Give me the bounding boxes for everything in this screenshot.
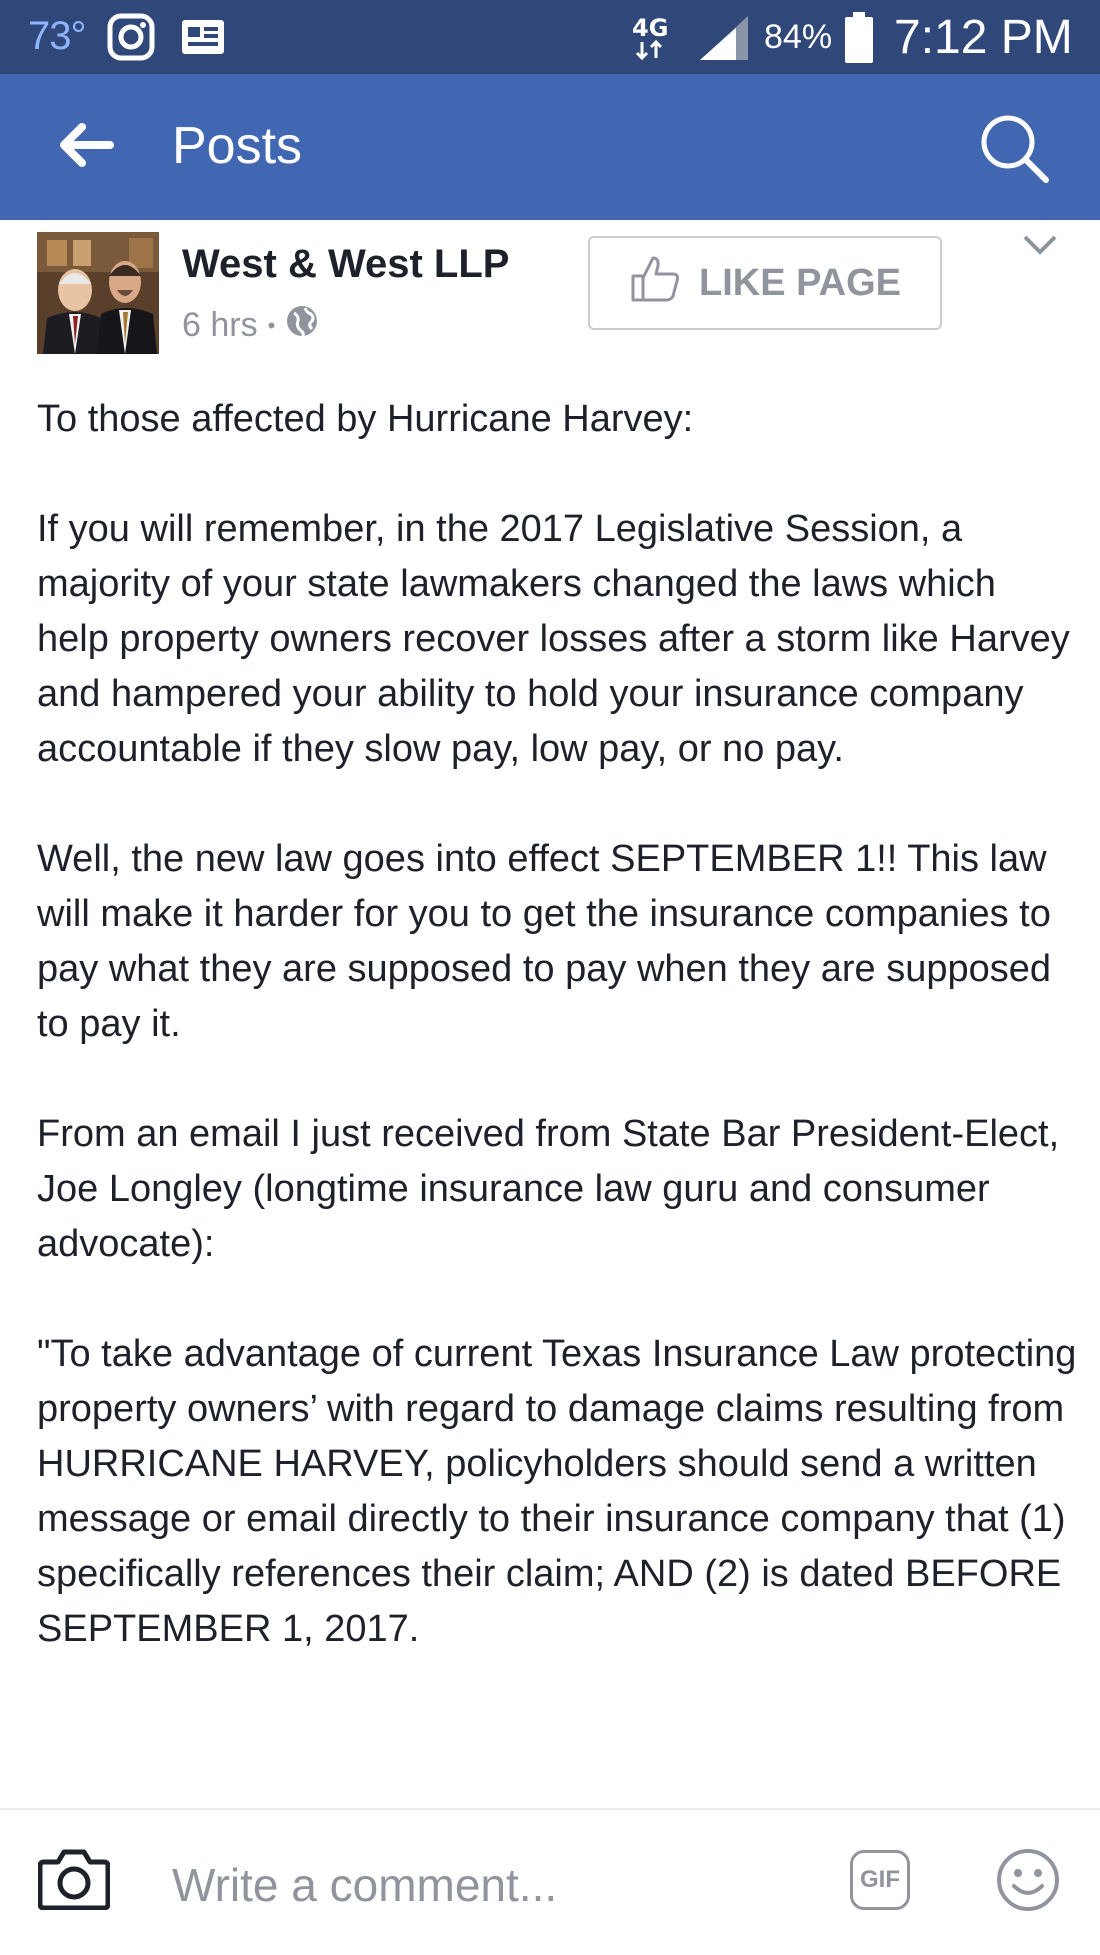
post-time[interactable]: 6 hrs [182,306,258,344]
page-name[interactable]: West & West LLP [182,242,510,286]
post-header [0,220,1100,370]
signal-strength-icon [698,14,750,67]
network-4g-icon [632,12,688,67]
thumbs-up-icon [629,254,681,312]
news-icon [180,18,226,61]
search-icon[interactable] [976,110,1052,191]
weather-temperature: 73° [28,14,86,58]
post-paragraph: "To take advantage of current Texas Insurance Law protecting property owners’ with regard to damage claims resulting from HURRICANE HARVEY, policyholders should send a written message or email directly to their insurance company that (1) specifically references their claim; AND (2) is dated BEFORE SEPTEMBER 1, 2017. [37,1333,1077,1650]
post-paragraph: Well, the new law goes into effect SEPTEMBER 1!! This law will make it harder for you to get the insurance companies to pay what they are supposed to pay when they are supposed to pay it. [37,838,1052,1045]
instagram-icon [106,12,156,67]
post-paragraph: To those affected by Hurricane Harvey: [37,398,694,440]
page-title: Posts [172,117,303,175]
page-avatar[interactable] [37,232,159,354]
globe-icon [285,304,319,347]
status-bar [0,0,1100,74]
battery-icon [844,12,874,69]
post-paragraph: If you will remember, in the 2017 Legislative Session, a majority of your state lawmakers changed the laws which help property owners recover losses after a storm like Harvey and hampered your ability to hold your insurance company accountable if they slow pay, low pay, or no pay. [37,508,1070,770]
emoji-icon[interactable] [996,1848,1060,1917]
gif-button[interactable]: GIF [850,1850,910,1910]
clock-time: 7:12 PM [894,11,1073,64]
camera-icon[interactable] [38,1846,110,1915]
battery-percent: 84% [764,18,833,56]
post-paragraph: From an email I just received from State Bar President-Elect, Joe Longley (longtime insurance law guru and consumer advocate): [37,1113,1060,1265]
meta-separator: • [267,312,276,338]
post-meta [182,304,319,347]
app-bar [0,74,1100,220]
comment-bar [0,1810,1100,1955]
network-label: 4G [632,14,669,42]
chevron-down-icon[interactable] [1022,234,1058,261]
back-arrow-icon[interactable] [56,122,114,173]
like-page-button[interactable] [588,236,942,330]
like-page-label: LIKE PAGE [699,261,901,304]
post-text [37,392,1077,1712]
comment-input[interactable]: Write a comment... [172,1859,558,1911]
